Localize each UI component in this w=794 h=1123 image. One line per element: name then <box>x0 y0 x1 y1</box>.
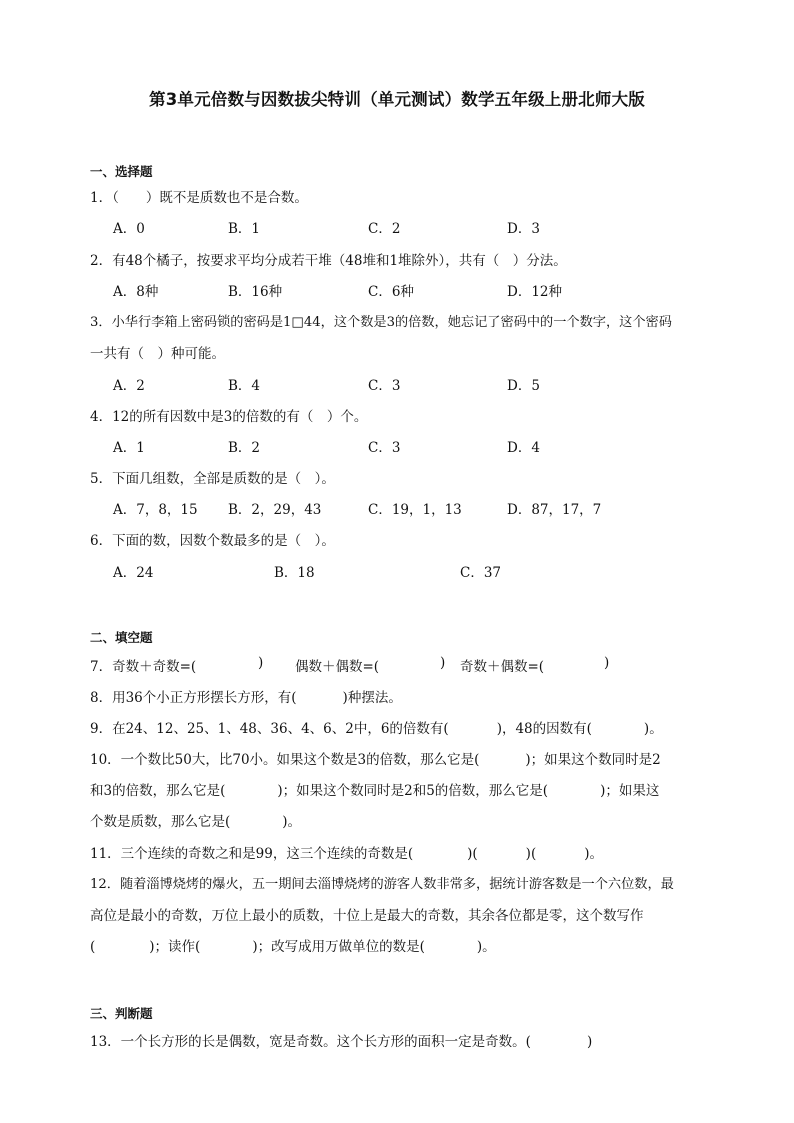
q7-part-a-close: ) <box>258 655 264 671</box>
option-c: C．37 <box>460 565 502 581</box>
q7-part-c-close: ) <box>604 655 610 671</box>
question-1-stem: 1．（ ）既不是质数也不是合数。 <box>90 190 308 206</box>
option-a: A．1 <box>113 440 145 456</box>
option-d: D．3 <box>507 221 540 237</box>
question-10-line1 <box>90 748 661 768</box>
q9-text-a: 9．在24、12、25、1、48、36、4、6、2中，6的倍数有( <box>90 721 449 737</box>
q7-part-c: 奇数＋偶数=( <box>460 659 545 675</box>
q9-text-b: )，48的因数有( <box>496 721 592 737</box>
question-4-stem: 4．12的所有因数中是3的倍数的有（ ）个。 <box>90 409 368 425</box>
option-c: C．19，1，13 <box>368 502 462 518</box>
question-10-line2 <box>90 779 659 799</box>
q10-text-e: )；如果这 <box>600 783 660 799</box>
q12-text-c: )；改写成用万做单位的数是( <box>252 939 425 955</box>
option-c: C．3 <box>368 440 401 456</box>
q10-text-f: 个数是质数，那么它是( <box>90 814 231 830</box>
q12-text-d: )。 <box>476 939 496 955</box>
document-title: 第3单元倍数与因数拔尖特训（单元测试）数学五年级上册北师大版 <box>149 90 645 109</box>
question-12-line3 <box>90 935 496 955</box>
option-d: D．87，17，7 <box>507 502 602 518</box>
question-6-stem: 6．下面的数，因数个数最多的是（ ）。 <box>90 533 335 549</box>
question-10-line3 <box>90 810 301 830</box>
question-11 <box>90 842 603 862</box>
q8-text-b: )种摆法。 <box>342 690 402 706</box>
q11-text-b: )( <box>467 846 478 862</box>
question-2-stem: 2．有48个橘子，按要求平均分成若干堆（48堆和1堆除外），共有（ ）分法。 <box>90 253 567 269</box>
section-heading-judge: 三、判断题 <box>90 1006 153 1021</box>
q11-text-c: )( <box>525 846 537 862</box>
question-9 <box>90 717 663 737</box>
q10-text-g: )。 <box>282 814 302 830</box>
option-d: D．5 <box>507 378 540 394</box>
option-b: B．2，29，43 <box>228 502 322 518</box>
q11-text-a: 11．三个连续的奇数之和是99，这三个连续的奇数是( <box>90 846 414 862</box>
section-heading-fill: 二、填空题 <box>90 630 153 645</box>
option-c: C．6种 <box>368 284 414 300</box>
question-13 <box>90 1030 592 1050</box>
question-12-line2: 高位是最小的奇数，万位上最小的质数，十位上是最大的奇数，其余各位都是零，这个数写作 <box>90 908 644 924</box>
q7-part-b-close: ) <box>440 655 446 671</box>
question-12-line1: 12．随着淄博烧烤的爆火，五一期间去淄博烧烤的游客人数非常多，据统计游客数是一个六位数，最 <box>90 877 674 892</box>
q13-text-a: 13．一个长方形的长是偶数，宽是奇数。这个长方形的面积一定是奇数。( <box>90 1034 531 1050</box>
question-3-stem-line2: 一共有（ ）种可能。 <box>90 346 225 362</box>
question-8 <box>90 686 402 706</box>
option-b: B．18 <box>274 565 315 581</box>
question-3-stem-line1: 3．小华行李箱上密码锁的密码是1□44，这个数是3的倍数，她忘记了密码中的一个数字，这个密码 <box>90 315 672 330</box>
option-d: D．4 <box>507 440 540 456</box>
option-a: A．2 <box>113 378 145 394</box>
section-heading-choice: 一、选择题 <box>90 164 153 179</box>
option-a: A．24 <box>113 565 154 581</box>
q12-text-a: ( <box>90 939 96 955</box>
q7-part-b: 偶数＋偶数=( <box>295 659 380 675</box>
option-c: C．3 <box>368 378 401 394</box>
option-b: B．1 <box>228 221 261 237</box>
q10-text-d: )；如果这个数同时是2和5的倍数，那么它是( <box>277 783 549 799</box>
q7-part-a: 7．奇数＋奇数=( <box>90 659 197 675</box>
option-c: C．2 <box>368 221 401 237</box>
option-b: B．2 <box>228 440 261 456</box>
q10-text-c: 和3的倍数，那么它是( <box>90 783 226 799</box>
q8-text-a: 8．用36个小正方形摆长方形，有( <box>90 690 297 706</box>
q9-text-c: )。 <box>643 721 663 737</box>
option-b: B．16种 <box>228 284 283 300</box>
option-a: A．8种 <box>113 284 159 300</box>
q12-text-b: )；读作( <box>149 939 201 955</box>
q10-text-a: 10．一个数比50大，比70小。如果这个数是3的倍数，那么它是( <box>90 752 480 768</box>
option-d: D．12种 <box>507 284 563 300</box>
option-b: B．4 <box>228 378 261 394</box>
q11-text-d: )。 <box>584 846 603 862</box>
q13-text-b: ) <box>586 1034 593 1050</box>
option-a: A．0 <box>113 221 145 237</box>
question-5-stem: 5．下面几组数，全部是质数的是（ ）。 <box>90 471 335 487</box>
option-a: A．7，8，15 <box>113 502 198 518</box>
q10-text-b: )；如果这个数同时是2 <box>525 752 661 768</box>
